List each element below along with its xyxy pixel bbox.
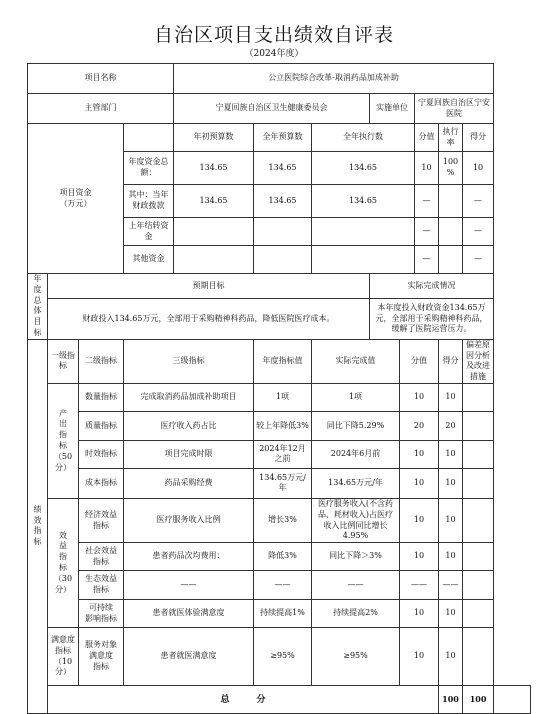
unit-label: 实施单位 (370, 94, 415, 124)
funds-label: 项目资金 （万元） (28, 124, 124, 274)
document-year: （2024年度） (244, 49, 304, 59)
perf-gained: 10 (439, 628, 463, 686)
total-gained: 100 (463, 686, 494, 714)
perf-reason (463, 411, 494, 440)
funds-header-blank (124, 124, 174, 152)
perf-target: ≥95% (254, 628, 312, 686)
perf-row (28, 440, 531, 468)
perf-row (28, 383, 531, 411)
perf-row (28, 628, 531, 686)
funds-rate (439, 185, 463, 218)
funds-full (254, 246, 312, 274)
perf-l3: 患者就医体验满意度 (124, 600, 254, 628)
perf-target: 134.65万元/年 (254, 468, 312, 498)
perf-l3: 医疗收入药占比 (124, 411, 254, 440)
perf-target: —— (254, 571, 312, 600)
perf-target: 持续提高1% (254, 600, 312, 628)
perf-row (28, 600, 531, 628)
goals-expected: 财政投入134.65万元，全部用于采购精神科药品，降低医院医疗成本。 (48, 299, 370, 339)
perf-score: 10 (400, 600, 439, 628)
perf-actual: 2024年6月前 (312, 440, 400, 468)
perf-score: 10 (400, 440, 439, 468)
perf-gained: —— (439, 571, 463, 600)
funds-initial: 134.65 (174, 152, 254, 185)
funds-gained: — (463, 218, 494, 246)
project-name-label: 项目名称 (28, 64, 174, 94)
funds-header-executed: 全年执行数 (312, 124, 415, 152)
perf-l2: 可持续 影响指标 (79, 600, 124, 628)
goals-label: 年度 总体 目标 (28, 274, 48, 340)
goals-actual-label: 实际完成情况 (370, 274, 494, 299)
funds-row-label: 年度资金总额： (124, 152, 174, 185)
perf-actual: 同比下降5.29% (312, 411, 400, 440)
perf-score: 10 (400, 383, 439, 411)
perf-l3: 患者药品次均费用： (124, 543, 254, 571)
perf-row (28, 411, 531, 440)
group-benefit: 效 益 指 标 （30分） (48, 498, 79, 627)
funds-header-gained: 得分 (463, 124, 494, 152)
perf-header-l2: 二级指标 (79, 339, 124, 383)
perf-target: 2024年12月之前 (254, 440, 312, 468)
perf-target: 降低3% (254, 543, 312, 571)
perf-header-reason: 偏差原因分析及改进措施 (463, 339, 494, 383)
perf-gained: 10 (439, 440, 463, 468)
perf-actual: —— (312, 571, 400, 600)
perf-row (28, 543, 531, 571)
group-satisfaction: 满意度 指标 （10分） (48, 628, 79, 686)
group-output: 产 出 指 标 （50分） (48, 383, 79, 498)
perf-actual: 1项 (312, 383, 400, 411)
perf-l2: 数量指标 (79, 383, 124, 411)
perf-l2: 生态效益 指标 (79, 571, 124, 600)
funds-executed: 134.65 (312, 152, 415, 185)
perf-row (28, 571, 531, 600)
perf-l2: 经济效益 指标 (79, 498, 124, 542)
perf-l2: 成本指标 (79, 468, 124, 498)
funds-gained: — (463, 246, 494, 274)
perf-reason (463, 628, 494, 686)
total-label: 总 分 (48, 686, 439, 714)
funds-row-label: 其他资金 (124, 246, 174, 274)
funds-initial (174, 246, 254, 274)
funds-gained: 10 (463, 152, 494, 185)
perf-score: 20 (400, 411, 439, 440)
perf-score: —— (400, 571, 439, 600)
perf-score: 10 (400, 498, 439, 542)
document-title: 自治区项目支出绩效自评表 (153, 24, 394, 46)
perf-row (28, 498, 531, 542)
unit-value: 宁夏回族自治区宁安医院 (415, 94, 494, 124)
perf-reason (463, 571, 494, 600)
goals-expected-label: 预期目标 (48, 274, 370, 299)
funds-header-full: 全年预算数 (254, 124, 312, 152)
perf-actual: ≥95% (312, 628, 400, 686)
funds-row-label: 上年结转资金 (124, 218, 174, 246)
evaluation-table (27, 63, 531, 714)
perf-header-gained: 得分 (439, 339, 463, 383)
perf-l2: 时效指标 (79, 440, 124, 468)
funds-rate (439, 246, 463, 274)
perf-header-l3: 三级指标 (124, 339, 254, 383)
funds-row-label: 其中：当年财政拨款 (124, 185, 174, 218)
funds-executed (312, 246, 415, 274)
funds-header-score: 分值 (415, 124, 439, 152)
funds-score: — (415, 185, 439, 218)
perf-gained: 10 (439, 600, 463, 628)
perf-row (28, 468, 531, 498)
total-score: 100 (439, 686, 463, 714)
perf-l2: 社会效益 指标 (79, 543, 124, 571)
perf-l3: —— (124, 571, 254, 600)
perf-actual: 同比下降＞3% (312, 543, 400, 571)
perf-label: 绩 效 指 标 (28, 339, 48, 713)
dept-label: 主管部门 (28, 94, 174, 124)
perf-l2: 质量指标 (79, 411, 124, 440)
perf-target: 1项 (254, 383, 312, 411)
funds-executed (312, 218, 415, 246)
funds-score: — (415, 246, 439, 274)
perf-actual: 134.65万元/年 (312, 468, 400, 498)
total-blank (494, 686, 531, 714)
funds-header-rate: 执行率 (439, 124, 463, 152)
perf-target: 较上年降低3% (254, 411, 312, 440)
perf-target: 增长3% (254, 498, 312, 542)
perf-header-l1: 一级指标 (48, 339, 79, 383)
perf-gained: 20 (439, 411, 463, 440)
perf-gained: 10 (439, 498, 463, 542)
perf-reason (463, 383, 494, 411)
funds-header-initial: 年初预算数 (174, 124, 254, 152)
perf-l3: 患者就医满意度 (124, 628, 254, 686)
project-name: 公立医院综合改革-取消药品加成补助 (174, 64, 494, 94)
perf-l3: 药品采购经费 (124, 468, 254, 498)
perf-l3: 医疗服务收入比例 (124, 498, 254, 542)
perf-gained: 10 (439, 468, 463, 498)
funds-gained: — (463, 185, 494, 218)
perf-score: 10 (400, 628, 439, 686)
funds-rate: 100% (439, 152, 463, 185)
perf-reason (463, 543, 494, 571)
perf-header-score: 分值 (400, 339, 439, 383)
perf-header-actual: 实际完成值 (312, 339, 400, 383)
perf-score: 10 (400, 543, 439, 571)
perf-header-target: 年度指标值 (254, 339, 312, 383)
funds-full: 134.65 (254, 185, 312, 218)
dept-value: 宁夏回族自治区卫生健康委员会 (174, 94, 370, 124)
perf-l3: 项目完成时限 (124, 440, 254, 468)
perf-l3: 完成取消药品加成补助项目 (124, 383, 254, 411)
perf-reason (463, 498, 494, 542)
perf-l2: 服务对象 满意度 指标 (79, 628, 124, 686)
perf-score: 10 (400, 468, 439, 498)
funds-executed: 134.65 (312, 185, 415, 218)
funds-full (254, 218, 312, 246)
funds-score: — (415, 218, 439, 246)
perf-reason (463, 440, 494, 468)
perf-actual: 医疗服务收入(不含药品、耗材收入)占医疗收入比例同比增长4.95% (312, 498, 400, 542)
funds-initial (174, 218, 254, 246)
perf-gained: 10 (439, 543, 463, 571)
funds-full: 134.65 (254, 152, 312, 185)
funds-score: 10 (415, 152, 439, 185)
perf-reason (463, 600, 494, 628)
goals-actual: 本年度投入财政资金134.65万元，全部用于采购精神科药品，缓解了医院运营压力。 (370, 299, 494, 339)
perf-actual: 持续提高2% (312, 600, 400, 628)
funds-initial: 134.65 (174, 185, 254, 218)
perf-gained: 10 (439, 383, 463, 411)
funds-rate (439, 218, 463, 246)
perf-reason (463, 468, 494, 498)
